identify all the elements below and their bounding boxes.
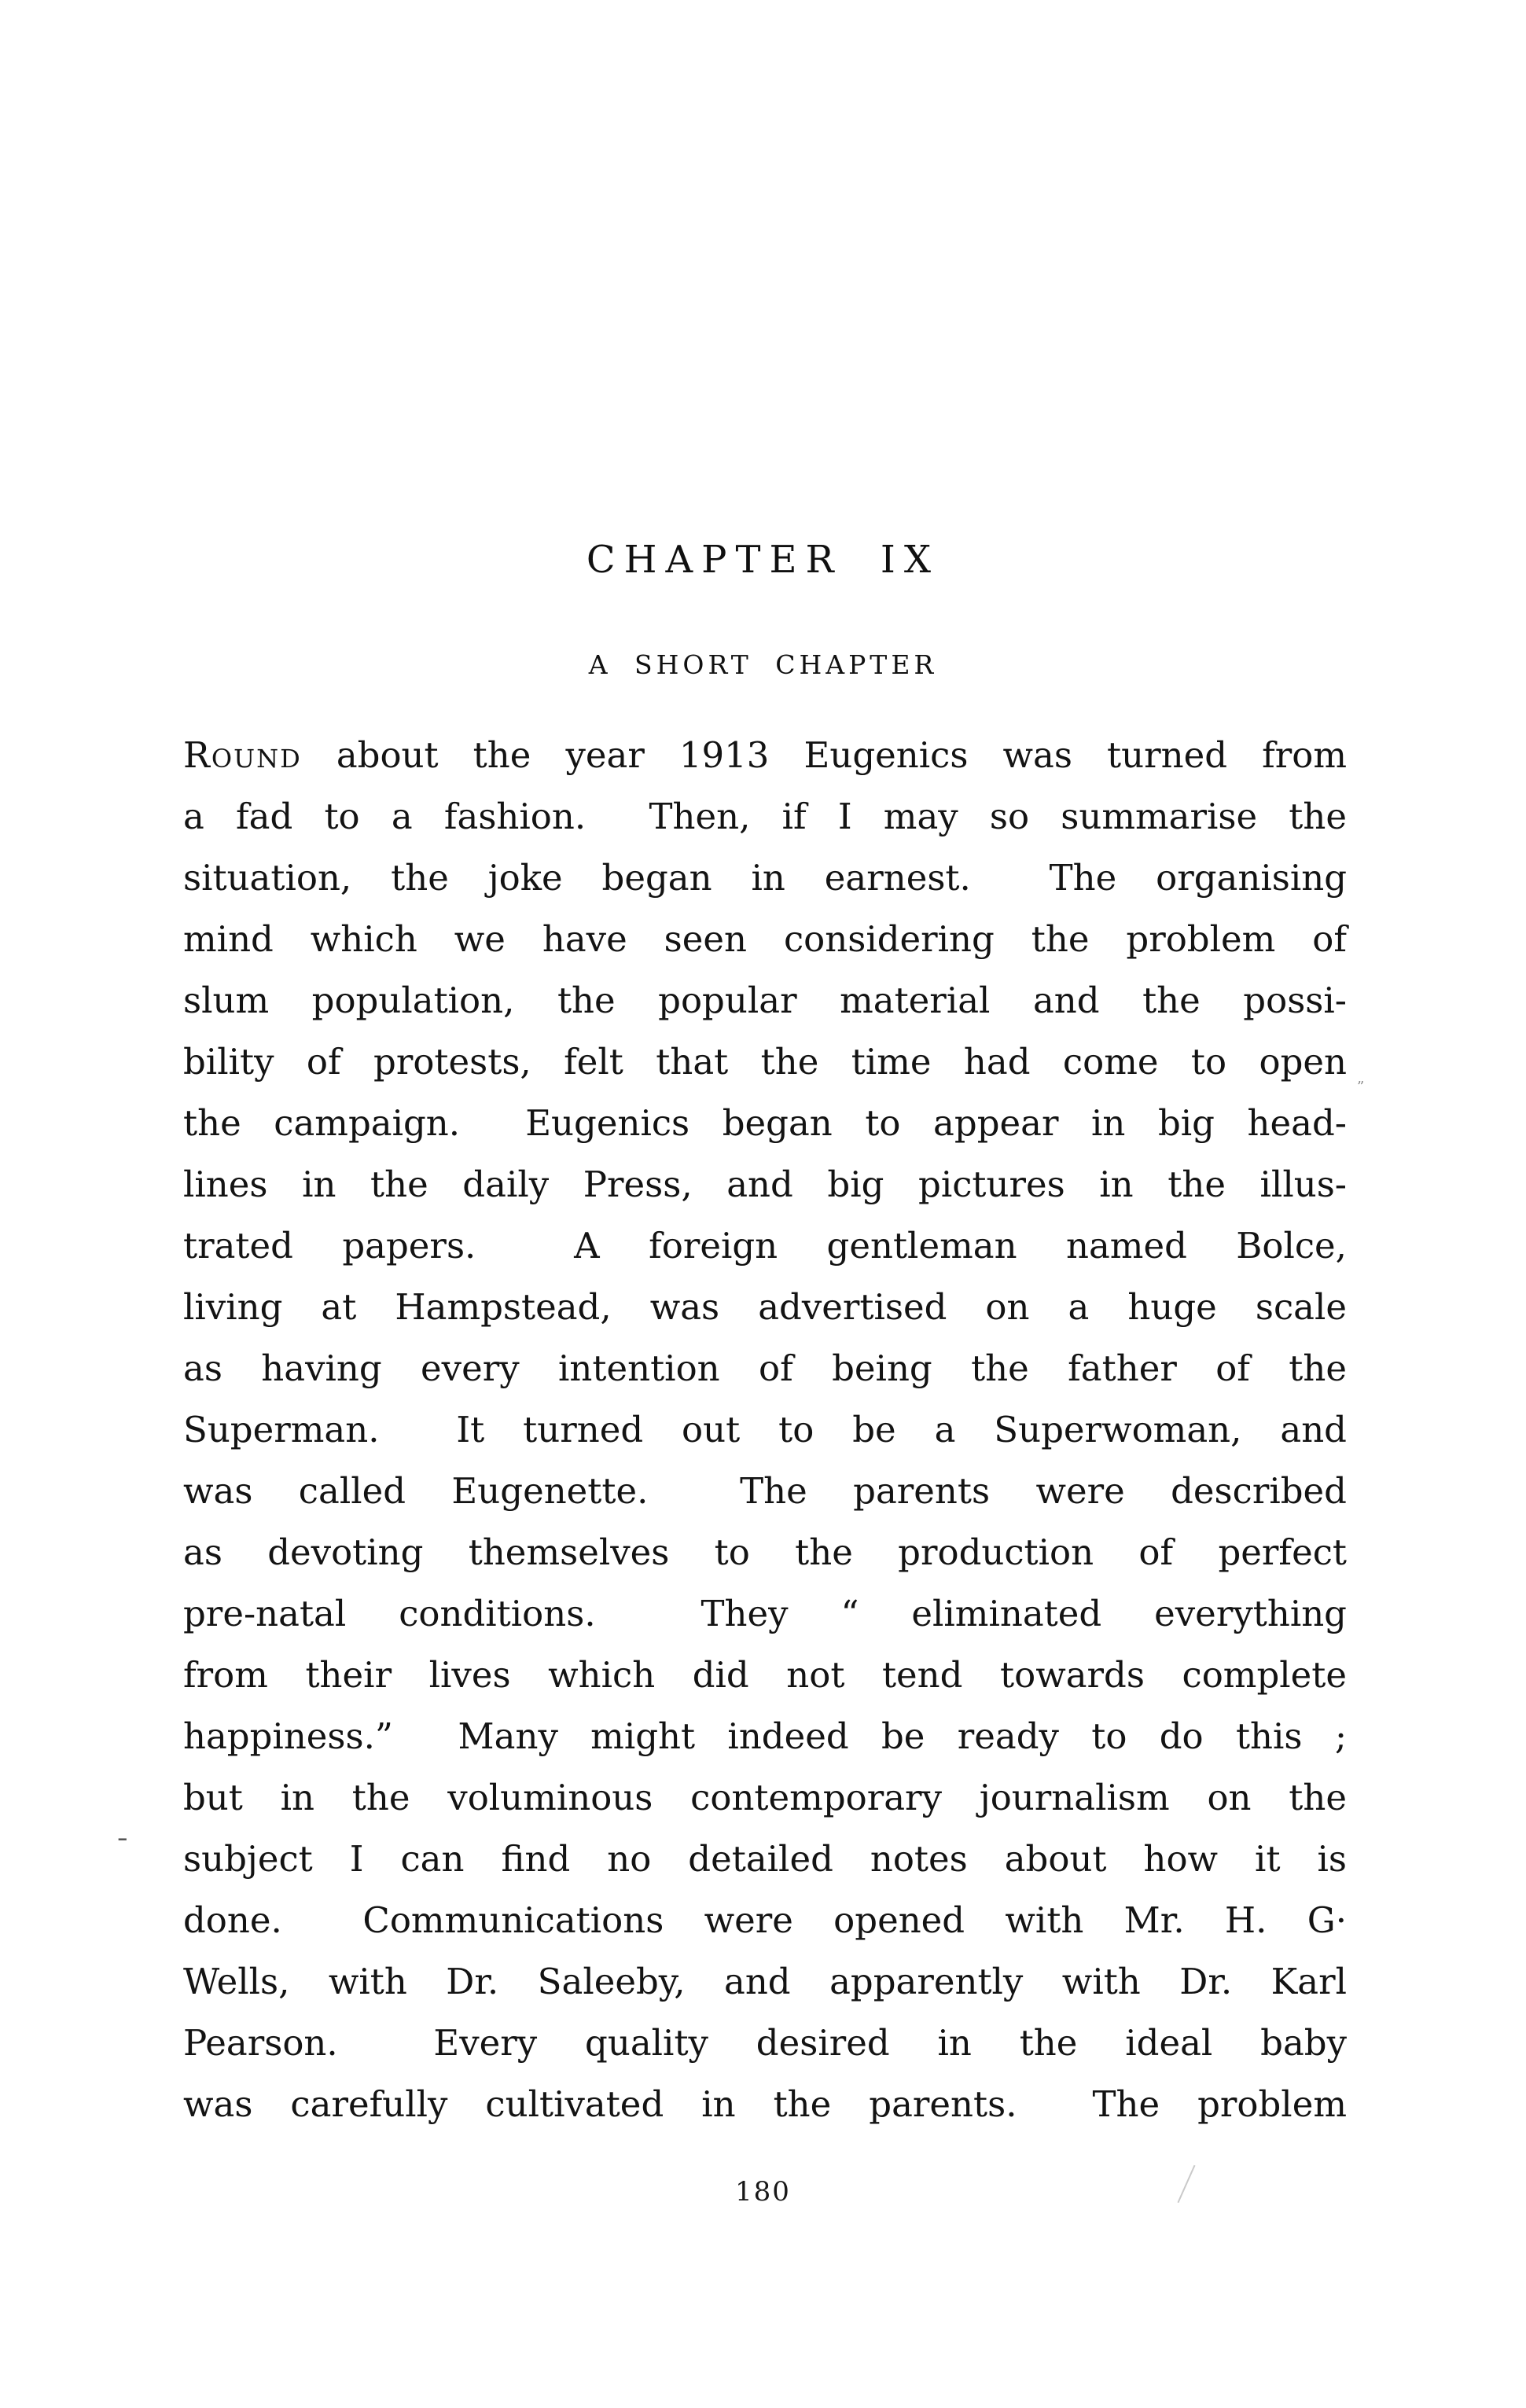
page-number: 180 [735, 2176, 791, 2208]
body-line: Wells, with Dr. Saleeby, and apparently with Dr. Karl [183, 1961, 1347, 2002]
scan-artifact-margin-dash: - [116, 1822, 128, 1854]
chapter-title: CHAPTER IX [586, 538, 940, 582]
body-line: the campaign. Eugenics began to appear in big head- [183, 1102, 1347, 1144]
lead-word: Round [183, 734, 302, 776]
paragraph [183, 725, 1347, 2135]
body-line: was carefully cultivated in the parents. The problem [183, 2083, 1347, 2125]
body-line: trated papers. A foreign gentleman named Bolce, [183, 1225, 1347, 1266]
body-line: happiness.” Many might indeed be ready to do this ; [183, 1715, 1347, 1757]
body-line: from their lives which did not tend towards complete [183, 1654, 1347, 1696]
body-line: subject I can find no detailed notes about how it is [183, 1838, 1347, 1880]
body-line: slum population, the popular material and the possi- [183, 980, 1347, 1021]
body-line: a fad to a fashion. Then, if I may so summarise the [183, 796, 1347, 837]
body-line [183, 725, 1347, 786]
body-line-text: about the year 1913 Eugenics was turned from [301, 734, 1347, 776]
body-line: situation, the joke began in earnest. The organising [183, 857, 1347, 899]
body-line: Superman. It turned out to be a Superwoman, and [183, 1409, 1347, 1450]
body-line: Pearson. Every quality desired in the ideal baby [183, 2022, 1347, 2064]
chapter-subtitle: A SHORT CHAPTER [588, 649, 938, 680]
body-line: done. Communications were opened with Mr. H. G· [183, 1899, 1347, 1941]
body-line: lines in the daily Press, and big pictures in the illus- [183, 1164, 1347, 1205]
body-line: as having every intention of being the father of the [183, 1347, 1347, 1389]
body-line: living at Hampstead, was advertised on a huge scale [183, 1286, 1347, 1328]
body-line: was called Eugenette. The parents were described [183, 1470, 1347, 1512]
body-line: but in the voluminous contemporary journalism on the [183, 1777, 1347, 1818]
body-line: as devoting themselves to the production of perfect [183, 1531, 1347, 1573]
scan-artifact-stray-mark: ” [1357, 1079, 1365, 1095]
body-line: pre-natal conditions. They “ eliminated everything [183, 1593, 1347, 1634]
body-line: bility of protests, felt that the time had come to open [183, 1041, 1347, 1083]
body-line: mind which we have seen considering the problem of [183, 918, 1347, 960]
